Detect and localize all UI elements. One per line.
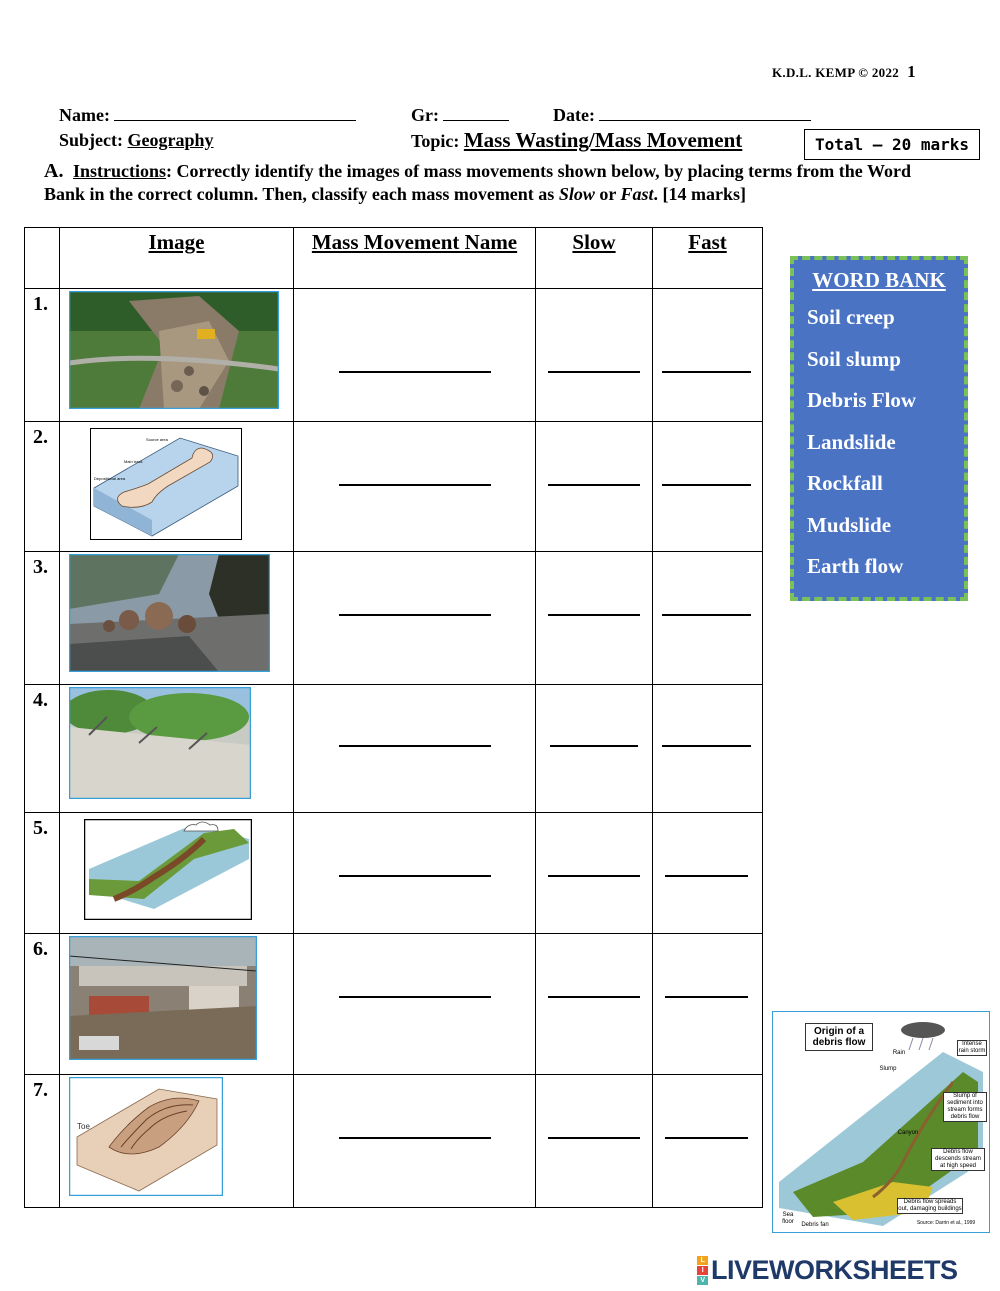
figure-source: Source: Darrin et al., 1999: [916, 1220, 976, 1226]
name-answer-cell[interactable]: [294, 422, 536, 552]
header-number: [25, 228, 60, 289]
fast-answer-cell[interactable]: [653, 934, 763, 1075]
name-answer-cell[interactable]: [294, 552, 536, 685]
fast-answer-blank[interactable]: [665, 996, 748, 998]
or-word: or: [594, 184, 621, 204]
header-slow: Slow: [536, 228, 653, 289]
slow-answer-cell[interactable]: [536, 685, 653, 813]
logo-letter: V: [697, 1276, 708, 1285]
name-label: Name:: [59, 105, 110, 125]
total-marks-box: [804, 129, 980, 160]
logo-letter: L: [697, 1256, 708, 1265]
grade-field[interactable]: [411, 104, 509, 126]
name-answer-blank[interactable]: [339, 875, 491, 877]
image-cell: [60, 1075, 294, 1208]
page-number: 1: [907, 62, 916, 81]
table-row: [25, 934, 763, 1075]
image-cell: [60, 934, 294, 1075]
name-answer-cell[interactable]: [294, 685, 536, 813]
slow-answer-blank[interactable]: [548, 1137, 640, 1139]
instructions-text: : Correctly identify the images of mass movements shown below, by placing terms from the Word Bank in the correct column. Then, classify each mass movement as: [44, 161, 911, 204]
topic-value: Mass Wasting/Mass Movement: [463, 128, 743, 152]
word-bank-term[interactable]: Mudslide: [807, 512, 892, 537]
fast-answer-cell[interactable]: [653, 1075, 763, 1208]
word-bank-term[interactable]: Rockfall: [807, 471, 883, 495]
date-label: Date:: [553, 105, 595, 125]
fast-answer-blank[interactable]: [665, 875, 748, 877]
slow-answer-blank[interactable]: [548, 996, 640, 998]
subject-label: Subject:: [59, 130, 123, 150]
earth-flow-diagram: [90, 428, 242, 540]
header-fast: Fast: [653, 228, 763, 289]
slow-answer-blank[interactable]: [548, 614, 640, 616]
image-cell: [60, 813, 294, 934]
figure-title: Origin of a debris flow: [805, 1023, 873, 1051]
label-slump-note: Slump of sediment into stream forms debris flow: [943, 1092, 987, 1122]
fast-answer-blank[interactable]: [662, 371, 751, 373]
label-source-area: Source area: [146, 437, 168, 442]
slow-answer-blank[interactable]: [548, 371, 640, 373]
name-answer-blank[interactable]: [339, 745, 491, 747]
row-number: 2.: [25, 422, 60, 552]
slow-answer-blank[interactable]: [550, 745, 638, 747]
name-field[interactable]: [59, 104, 356, 126]
label-canyon: Canyon: [897, 1130, 919, 1136]
label-rain: Rain: [892, 1050, 906, 1056]
table-row: [25, 1075, 763, 1208]
logo-text: LIVEWORKSHEETS: [711, 1255, 958, 1285]
table-row: [25, 552, 763, 685]
date-field[interactable]: [553, 104, 811, 126]
header-name: Mass Movement Name: [294, 228, 536, 289]
name-answer-blank[interactable]: [339, 614, 491, 616]
label-depositional-area: Depositional area: [94, 476, 126, 481]
slow-word: Slow: [558, 184, 595, 204]
liveworksheets-logo: [697, 1255, 958, 1286]
name-answer-blank[interactable]: [339, 371, 491, 373]
copyright-owner: K.D.L. KEMP © 2022: [772, 65, 900, 80]
subject-value: Geography: [127, 130, 214, 150]
label-sea-floor: Sea floor: [782, 1212, 794, 1225]
label-intense-rain: Intense rain storm: [958, 1041, 986, 1054]
word-bank-term[interactable]: Landslide: [807, 429, 896, 454]
word-bank-term[interactable]: Soil slump: [807, 346, 901, 371]
name-blank[interactable]: [114, 104, 356, 121]
label-debris-fan: Debris fan: [801, 1222, 829, 1228]
mass-movement-table: [24, 227, 763, 1208]
subject-line: [59, 130, 214, 151]
image-cell: [60, 422, 294, 552]
instructions: [44, 160, 944, 206]
fast-word: Fast: [620, 184, 654, 204]
fast-answer-blank[interactable]: [662, 614, 751, 616]
label-spreads: Debris flow spreads out, damaging buildings: [898, 1199, 962, 1212]
fast-answer-cell[interactable]: [653, 422, 763, 552]
name-answer-cell[interactable]: [294, 813, 536, 934]
rockfall-photo: [69, 554, 270, 672]
word-bank-term[interactable]: Debris Flow: [807, 388, 917, 412]
name-answer-blank[interactable]: [339, 484, 491, 486]
name-answer-cell[interactable]: [294, 1075, 536, 1208]
debris-flow-diagram: [84, 819, 252, 920]
header-image: Image: [60, 228, 294, 289]
soil-creep-photo: [69, 687, 251, 799]
image-cell: [60, 685, 294, 813]
row-number: 5.: [25, 813, 60, 934]
table-row: [25, 685, 763, 813]
row-number: 1.: [25, 289, 60, 422]
table-row: [25, 422, 763, 552]
word-bank: [790, 256, 968, 601]
slow-answer-cell[interactable]: [536, 813, 653, 934]
word-bank-term[interactable]: Soil creep: [807, 305, 895, 329]
slow-answer-cell[interactable]: [536, 1075, 653, 1208]
image-cell: [60, 289, 294, 422]
table-header-row: [25, 228, 763, 289]
grade-blank[interactable]: [443, 104, 509, 121]
total-marks: Total – 20 marks: [814, 135, 970, 154]
word-bank-title: WORD BANK: [812, 268, 946, 292]
slow-answer-cell[interactable]: [536, 552, 653, 685]
word-bank-term[interactable]: Earth flow: [807, 554, 904, 578]
mudslide-photo: [69, 936, 257, 1060]
name-answer-blank[interactable]: [339, 1137, 491, 1139]
fast-answer-cell[interactable]: [653, 813, 763, 934]
name-answer-cell[interactable]: [294, 289, 536, 422]
debris-flow-origin-figure: [772, 1011, 990, 1233]
table-row: [25, 813, 763, 934]
soil-slump-diagram: [69, 1077, 223, 1196]
liveworksheets-icon: [697, 1256, 708, 1285]
table-row: [25, 289, 763, 422]
row-number: 6.: [25, 934, 60, 1075]
logo-letter: I: [697, 1266, 708, 1275]
date-blank[interactable]: [599, 104, 811, 121]
row-number: 4.: [25, 685, 60, 813]
slow-answer-blank[interactable]: [548, 484, 640, 486]
fast-answer-cell[interactable]: [653, 552, 763, 685]
fast-answer-blank[interactable]: [662, 484, 751, 486]
row-number: 3.: [25, 552, 60, 685]
fast-answer-blank[interactable]: [662, 745, 751, 747]
label-descends: Debris flow descends stream at high speed: [931, 1148, 985, 1171]
label-toe: Toe: [77, 1122, 90, 1131]
fast-answer-cell[interactable]: [653, 289, 763, 422]
topic-line: [411, 128, 742, 153]
landslide-photo: [69, 291, 279, 409]
fast-answer-blank[interactable]: [665, 1137, 748, 1139]
marks-text: . [14 marks]: [653, 184, 747, 204]
label-slump: Slump: [879, 1066, 897, 1072]
instructions-label: Instructions: [73, 161, 167, 181]
section-letter: A.: [44, 160, 64, 182]
copyright-text: [772, 62, 916, 82]
label-main-track: Main track: [124, 459, 143, 464]
slow-answer-cell[interactable]: [536, 289, 653, 422]
topic-label: Topic:: [411, 131, 460, 151]
slow-answer-blank[interactable]: [548, 875, 640, 877]
slow-answer-cell[interactable]: [536, 422, 653, 552]
slow-answer-cell[interactable]: [536, 934, 653, 1075]
row-number: 7.: [25, 1075, 60, 1208]
name-answer-cell[interactable]: [294, 934, 536, 1075]
name-answer-blank[interactable]: [339, 996, 491, 998]
fast-answer-cell[interactable]: [653, 685, 763, 813]
image-cell: [60, 552, 294, 685]
grade-label: Gr:: [411, 105, 439, 125]
